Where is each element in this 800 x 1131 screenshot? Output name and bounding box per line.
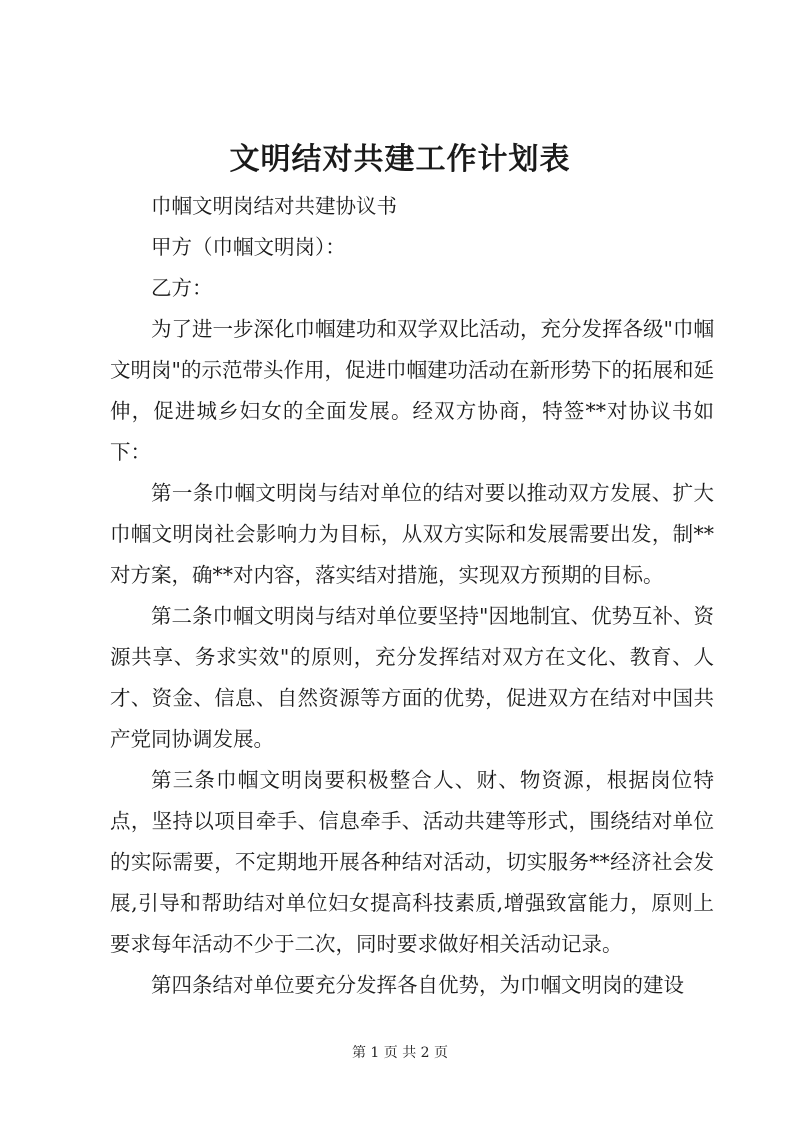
page-footer: 第 1 页 共 2 页 (351, 1045, 449, 1061)
paragraph-article-3: 第三条巾帼文明岗要积极整合人、财、物资源，根据岗位特点，坚持以项目牵手、信息牵手、活动共建等形式，围绕结对单位的实际需要，不定期地开展各种结对活动，切实服务**经济社会发展,引导和帮助结对单位妇女提高科技素质,增强致富能力，原则上要求每年活动不少于二次，同时要求做好相关活动记录。 (110, 768, 714, 956)
document-body (110, 186, 714, 1006)
paragraph-article-2: 第二条巾帼文明岗与结对单位要坚持"因地制宜、优势互补、资源共享、务求实效"的原则，充分发挥结对双方在文化、教育、人才、资金、信息、自然资源等方面的优势，促进双方在结对中国共产党同协调发展。 (110, 604, 714, 751)
paragraph-party-a: 甲方（巾帼文明岗）： (151, 235, 346, 259)
paragraph-agreement-heading: 巾帼文明岗结对共建协议书 (151, 194, 397, 218)
paragraph-article-4: 第四条结对单位要充分发挥各自优势，为巾帼文明岗的建设 (151, 973, 684, 997)
paragraph-preamble: 为了进一步深化巾帼建功和双学双比活动，充分发挥各级"巾帼文明岗"的示范带头作用，促进巾帼建功活动在新形势下的拓展和延伸，促进城乡妇女的全面发展。经双方协商，特签**对协议书如下： (110, 317, 714, 464)
paragraph-article-1: 第一条巾帼文明岗与结对单位的结对要以推动双方发展、扩大巾帼文明岗社会影响力为目标，从双方实际和发展需要出发，制**对方案，确**对内容，落实结对措施，实现双方预期的目标。 (110, 481, 714, 587)
document-title: 文明结对共建工作计划表 (229, 142, 571, 177)
paragraph-party-b: 乙方： (151, 276, 213, 300)
